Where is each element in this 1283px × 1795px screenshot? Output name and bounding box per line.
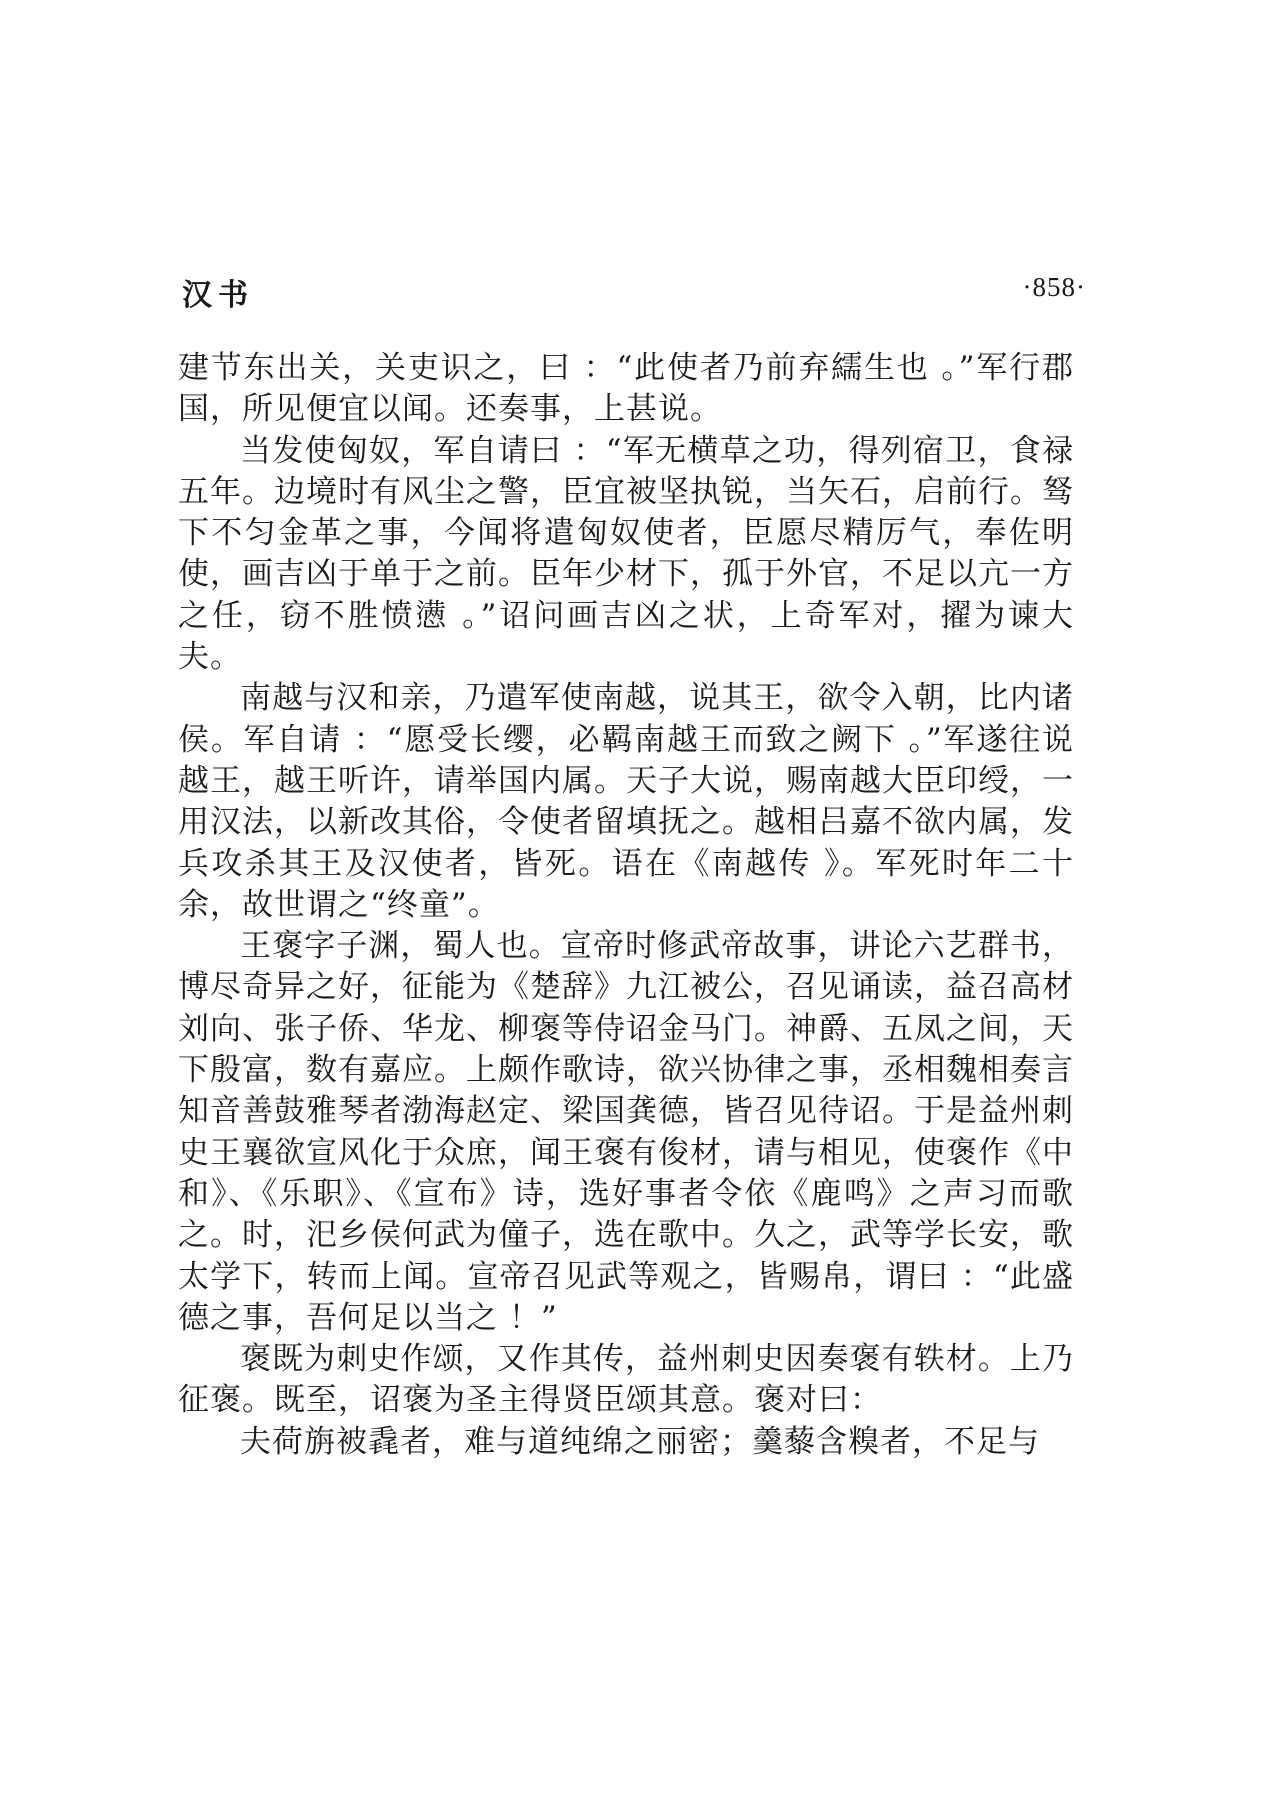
running-head [178, 270, 1086, 318]
page-number: ·858· [1022, 272, 1086, 302]
paragraph: 建节东出关，关吏识之，曰 ：“此使者乃前弃繻生也 。”军行郡国，所见便宜以闻。还奏事，上甚说。 [178, 350, 1074, 428]
body-text [178, 348, 1074, 1463]
paragraph: 当发使匈奴，军自请曰 ：“军无横草之功，得列宿卫，食禄五年。边境时有风尘之警，臣宜被坚执锐，当矢石，启前行。驽下不匀金革之事，今闻将遣匈奴使者，臣愿尽精厉气，奉佐明使，画吉凶于单于之前。臣年少材下，孤于外官，不足以亢一方之任，窃不胜愤懑 。”诏问画吉凶之状，上奇军对，擢为谏大夫。 [178, 432, 1074, 676]
book-title: 汉书 [182, 278, 254, 313]
paragraph: 王褒字子渊，蜀人也。宣帝时修武帝故事，讲论六艺群书，博尽奇异之好，征能为《楚辞》九江被公，召见诵读，益召高材刘向、张子侨、华龙、柳褒等侍诏金马门。神爵、五凤之间，天下殷富，数有嘉应。上颇作歌诗，欲兴协律之事，丞相魏相奏言知音善鼓雅琴者渤海赵定、梁国龚德，皆召见待诏。于是益州刺史王襄欲宣风化于众庶，闻王褒有俊材，请与相见，使褒作《中和》、《乐职》、《宣布》诗，选好事者令依《鹿鸣》之声习而歌之。时，汜乡侯何武为僮子，选在歌中。久之，武等学长安，歌太学下，转而上闻。宣帝召见武等观之，皆赐帛，谓曰 ：“此盛德之事，吾何足以当之 ！” [178, 928, 1074, 1336]
paragraph: 夫荷旃被毳者，难与道纯绵之丽密；羹藜含糗者，不足与 [240, 1423, 1040, 1460]
book-page [178, 270, 1086, 1463]
paragraph: 南越与汉和亲，乃遣军使南越，说其王，欲令入朝，比内诸侯。军自请 ：“愿受长缨，必羁南越王而致之阙下 。”军遂往说越王，越王听许，请举国内属。天子大说，赐南越大臣印绶，一用汉法，以新改其俗，令使者留填抚之。越相吕嘉不欲内属，发兵攻杀其王及汉使者，皆死。语在《南越传 》。军死时年二十余，故世谓之“终童”。 [178, 680, 1074, 923]
paragraph: 褒既为刺史作颂，又作其传，益州刺史因奏褒有轶材。上乃征褒。既至，诏褒为圣主得贤臣颂其意。褒对曰： [178, 1341, 1074, 1419]
